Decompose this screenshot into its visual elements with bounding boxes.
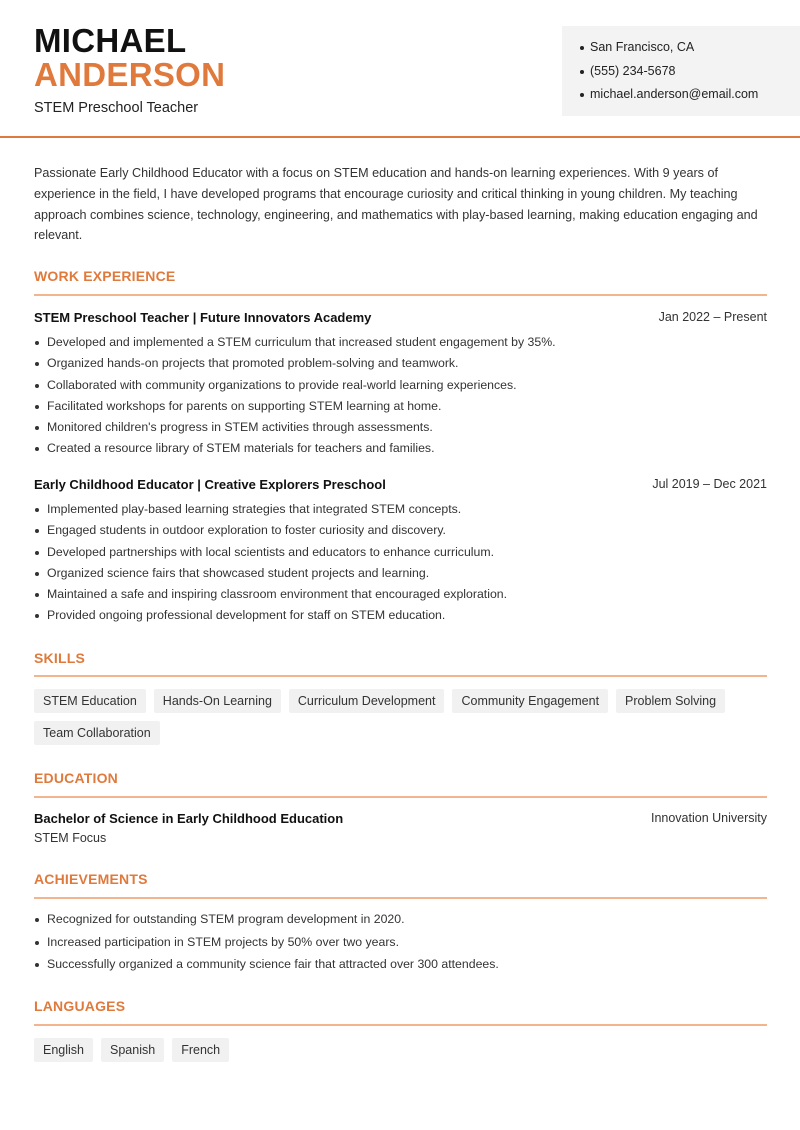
- section-divider: [34, 796, 767, 798]
- languages-heading: LANGUAGES: [34, 998, 126, 1014]
- list-item: Organized hands-on projects that promoted problem-solving and teamwork.: [34, 353, 767, 374]
- job-date: Jul 2019 – Dec 2021: [652, 477, 767, 491]
- list-item: Successfully organized a community science fair that attracted over 300 attendees.: [34, 953, 767, 976]
- list-item: Monitored children's progress in STEM activities through assessments.: [34, 417, 767, 438]
- list-item: Created a resource library of STEM materials for teachers and families.: [34, 438, 767, 459]
- list-item: Developed and implemented a STEM curriculum that increased student engagement by 35%.: [34, 332, 767, 353]
- skill-chip: STEM Education: [34, 689, 146, 713]
- section-divider: [34, 294, 767, 296]
- contact-location: San Francisco, CA: [580, 36, 800, 60]
- first-name: MICHAEL: [34, 22, 187, 59]
- achievements-heading: ACHIEVEMENTS: [34, 871, 148, 887]
- job-bullet-list: [34, 499, 767, 627]
- skill-chip: Problem Solving: [616, 689, 725, 713]
- last-name: ANDERSON: [34, 56, 226, 93]
- list-item: Recognized for outstanding STEM program development in 2020.: [34, 908, 767, 931]
- section-divider: [34, 897, 767, 899]
- list-item: Engaged students in outdoor exploration to foster curiosity and discovery.: [34, 520, 767, 541]
- section-divider: [34, 1024, 767, 1026]
- education-focus: STEM Focus: [34, 831, 107, 845]
- skill-chip: Team Collaboration: [34, 721, 160, 745]
- profile-summary: Passionate Early Childhood Educator with a focus on STEM education and hands-on learning experiences. With 9 years of experience in the field, I have developed programs that encourage curiosity and critical thinking in young children. My teaching approach combines science, technology, engineering, and mathematics with play-based learning, making education engaging and relevant.: [34, 166, 758, 243]
- list-item: Implemented play-based learning strategies that integrated STEM concepts.: [34, 499, 767, 520]
- skills-heading: SKILLS: [34, 650, 85, 666]
- contact-box: [562, 26, 800, 116]
- job-role: Early Childhood Educator | Creative Explorers Preschool: [34, 477, 386, 492]
- education-heading: EDUCATION: [34, 770, 118, 786]
- list-item: Facilitated workshops for parents on supporting STEM learning at home.: [34, 396, 767, 417]
- list-item: Provided ongoing professional development for staff on STEM education.: [34, 605, 767, 626]
- skill-chip: Community Engagement: [452, 689, 608, 713]
- contact-phone: (555) 234-5678: [580, 60, 800, 84]
- language-chip: Spanish: [101, 1038, 164, 1062]
- list-item: Developed partnerships with local scientists and educators to enhance curriculum.: [34, 542, 767, 563]
- list-item: Increased participation in STEM projects by 50% over two years.: [34, 931, 767, 954]
- languages-list: [34, 1038, 767, 1062]
- job-date: Jan 2022 – Present: [658, 310, 767, 324]
- skill-chip: Curriculum Development: [289, 689, 445, 713]
- skill-chip: Hands-On Learning: [154, 689, 281, 713]
- achievements-list: [34, 908, 767, 976]
- job-bullet-list: [34, 332, 767, 460]
- education-degree: Bachelor of Science in Early Childhood Education: [34, 811, 344, 826]
- job-title: STEM Preschool Teacher: [34, 100, 199, 116]
- job-header: [34, 477, 767, 492]
- skills-list: [34, 689, 767, 745]
- section-divider: [34, 675, 767, 677]
- list-item: Organized science fairs that showcased student projects and learning.: [34, 563, 767, 584]
- language-chip: French: [172, 1038, 229, 1062]
- education-school: Innovation University: [650, 811, 767, 825]
- job-header: [34, 310, 767, 325]
- list-item: Maintained a safe and inspiring classroom environment that encouraged exploration.: [34, 584, 767, 605]
- work-experience-heading: WORK EXPERIENCE: [34, 268, 176, 284]
- job-role: STEM Preschool Teacher | Future Innovators Academy: [34, 310, 372, 325]
- list-item: Collaborated with community organizations to provide real-world learning experiences.: [34, 375, 767, 396]
- language-chip: English: [34, 1038, 93, 1062]
- contact-email: michael.anderson@email.com: [580, 83, 800, 107]
- resume-header: [0, 0, 800, 138]
